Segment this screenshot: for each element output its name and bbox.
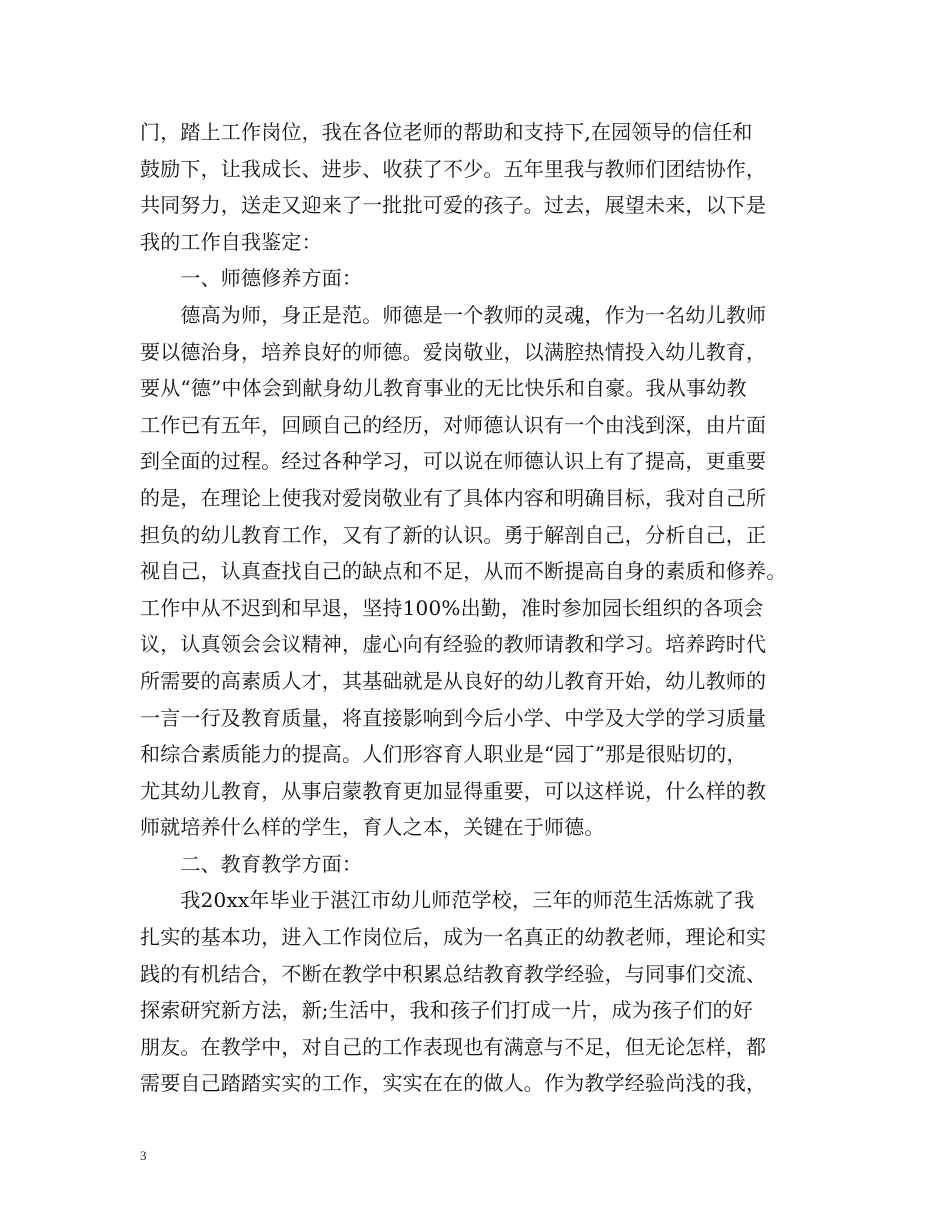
text-line: 需要自己踏踏实实的工作，实实在在的做人。作为教学经验尚浅的我， (140, 1071, 767, 1096)
text-line: 一言一行及教育质量，将直接影响到今后小学、中学及大学的学习质量 (140, 705, 767, 730)
text-line: 工作中从不迟到和早退，坚持100%出勤，准时参加园长组织的各项会 (140, 595, 764, 620)
text-line: 门，踏上工作岗位，我在各位老师的帮助和支持下,在园领导的信任和 (140, 120, 753, 144)
text-line: 的是，在理论上使我对爱岗敬业有了具体内容和明确目标，我对自己所 (140, 485, 767, 510)
text-line: 探索研究新方法，新;生活中，我和孩子们打成一片，成为孩子们的好 (140, 998, 753, 1023)
text-line: 朋友。在教学中，对自己的工作表现也有满意与不足，但无论怎样，都 (140, 1034, 767, 1059)
text-line: 所需要的高素质人才，其基础就是从良好的幼儿教育开始，幼儿教师的 (140, 668, 767, 693)
text-line: 我的工作自我鉴定： (140, 229, 322, 254)
text-line: 尤其幼儿教育，从事启蒙教育更加显得重要，可以这样说，什么样的教 (140, 778, 767, 803)
text-line: 扎实的基本功，进入工作岗位后，成为一名真正的幼教老师，理论和实 (140, 925, 767, 950)
text-line: 师就培养什么样的学生，育人之本，关键在于师德。 (140, 815, 605, 840)
text-line: 我20xx年毕业于湛江市幼儿师范学校，三年的师范生活炼就了我 (140, 888, 755, 913)
text-line: 工作已有五年，回顾自己的经历，对师德认识有一个由浅到深，由片面 (140, 412, 767, 437)
section-heading: 一、师德修养方面： (140, 266, 363, 291)
text-line: 德高为师，身正是范。师德是一个教师的灵魂，作为一名幼儿教师 (140, 302, 767, 327)
text-line: 鼓励下，让我成长、进步、收获了不少。五年里我与教师们团结协作， (140, 156, 767, 181)
text-line: 要从“德”中体会到献身幼儿教育事业的无比快乐和自豪。我从事幼教 (140, 376, 747, 401)
text-line: 议，认真领会会议精神，虚心向有经验的教师请教和学习。培养跨时代 (140, 632, 767, 657)
text-line: 到全面的过程。经过各种学习，可以说在师德认识上有了提高，更重要 (140, 449, 767, 474)
page-number: 3 (140, 1148, 147, 1163)
body-text (140, 114, 830, 1102)
text-line: 和综合素质能力的提高。人们形容育人职业是“园丁”那是很贴切的， (140, 742, 747, 767)
text-line: 践的有机结合，不断在教学中积累总结教育教学经验，与同事们交流、 (140, 961, 767, 986)
text-line: 视自己，认真查找自己的缺点和不足，从而不断提高自身的素质和修养。 (140, 559, 787, 584)
text-line: 担负的幼儿教育工作，又有了新的认识。勇于解剖自己，分析自己，正 (140, 522, 767, 547)
text-line: 要以德治身，培养良好的师德。爱岗敬业，以满腔热情投入幼儿教育， (140, 339, 767, 364)
text-line: 共同努力，送走又迎来了一批批可爱的孩子。过去，展望未来，以下是 (140, 193, 767, 218)
section-heading: 二、教育教学方面： (140, 851, 363, 876)
